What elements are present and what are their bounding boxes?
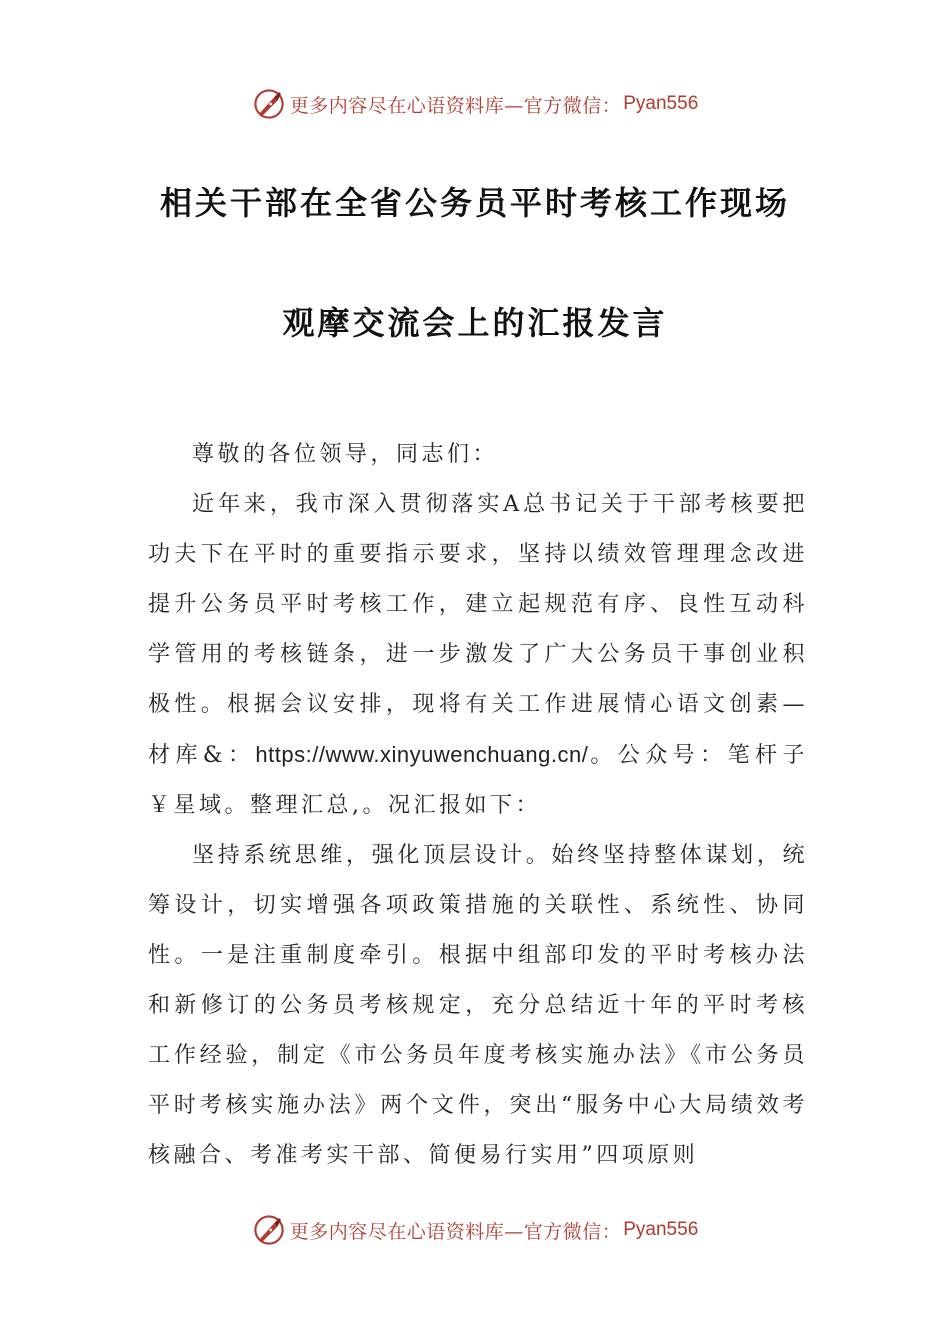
document-title-line-1: 相关干部在全省公务员平时考核工作现场	[159, 184, 790, 222]
watermark-text: 更多内容尽在心语资料库—官方微信：	[289, 94, 622, 117]
footer-watermark	[0, 1210, 950, 1250]
watermark-wechat-id: Pyan556	[623, 1219, 699, 1240]
pen-nib-logo-icon	[252, 87, 286, 121]
watermark-wechat-id: Pyan556	[623, 93, 699, 114]
website-link[interactable]: https://www.xinyuwenchuang.cn/	[255, 742, 589, 767]
header-watermark	[0, 84, 950, 124]
greeting-paragraph: 尊敬的各位领导，同志们：	[192, 442, 499, 467]
paragraph-1-text-b: 。公众号：笔杆子￥星域。整理汇总,。况汇报如下：	[148, 743, 808, 818]
document-title-line-2: 观摩交流会上的汇报发言	[282, 304, 668, 342]
document-body	[148, 430, 808, 1181]
paragraph-2: 坚持系统思维，强化顶层设计。始终坚持整体谋划，统筹设计，切实增强各项政策措施的关联性、系统性、协同性。一是注重制度牵引。根据中组部印发的平时考核办法和新修订的公务员考核规定，充分总结近十年的平时考核工作经验，制定《市公务员年度考核实施办法》《市公务员平时考核实施办法》两个文件，突出“服务中心大局绩效考核融合、考准考实干部、简便易行实用”四项原则	[148, 843, 808, 1168]
pen-nib-logo-icon	[252, 1213, 286, 1247]
paragraph-1	[148, 480, 808, 831]
paragraph-1-text-a: 近年来，我市深入贯彻落实A总书记关于干部考核要把功夫下在平时的重要指示要求，坚持以绩效管理理念改进提升公务员平时考核工作，建立起规范有序、良性互动科学管用的考核链条，进一步激发了广大公务员干事创业积极性。根据会议安排，现将有关工作进展情心语文创素—材库&：	[148, 492, 808, 768]
watermark-text: 更多内容尽在心语资料库—官方微信：	[289, 1220, 622, 1243]
